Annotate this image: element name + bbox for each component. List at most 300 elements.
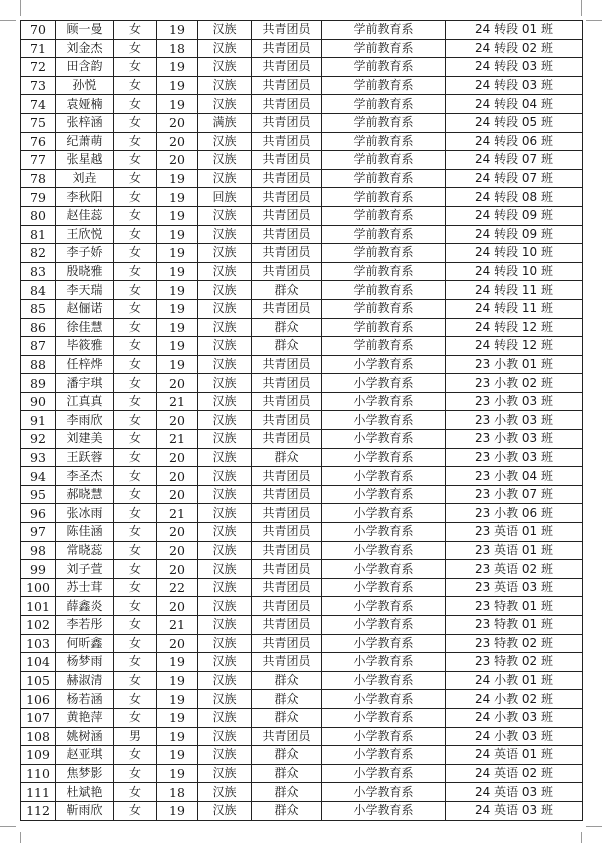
ethnicity-cell: 汉族 [198,597,252,616]
department-cell: 小学教育系 [322,411,446,430]
ethnicity-cell: 汉族 [198,58,252,77]
gender-cell: 女 [114,708,157,727]
class-name-cell: 24 转段 11 班 [446,299,583,318]
student-name-cell: 刘子萱 [56,560,114,579]
department-cell: 小学教育系 [322,746,446,765]
student-name-cell: 刘垚 [56,169,114,188]
class-name-cell: 24 转段 12 班 [446,337,583,356]
department-cell: 学前教育系 [322,318,446,337]
department-cell: 小学教育系 [322,690,446,709]
student-name-cell: 潘宇琪 [56,374,114,393]
department-cell: 小学教育系 [322,430,446,449]
table-row [21,634,583,653]
class-name-cell: 23 小教 03 班 [446,448,583,467]
gender-cell: 女 [114,430,157,449]
political-status-cell: 共青团员 [252,541,322,560]
political-status-cell: 共青团员 [252,485,322,504]
department-cell: 学前教育系 [322,281,446,300]
ethnicity-cell: 汉族 [198,634,252,653]
age-cell: 20 [157,132,198,151]
age-cell: 20 [157,374,198,393]
row-number-cell: 84 [21,281,56,300]
table-row [21,467,583,486]
political-status-cell: 群众 [252,801,322,820]
gender-cell: 女 [114,225,157,244]
row-number-cell: 96 [21,504,56,523]
department-cell: 学前教育系 [322,225,446,244]
political-status-cell: 共青团员 [252,374,322,393]
age-cell: 20 [157,634,198,653]
ethnicity-cell: 汉族 [198,727,252,746]
row-number-cell: 94 [21,467,56,486]
crop-mark-top-right-v [581,0,582,16]
gender-cell: 女 [114,206,157,225]
table-row [21,392,583,411]
row-number-cell: 78 [21,169,56,188]
political-status-cell: 群众 [252,746,322,765]
class-name-cell: 24 英语 03 班 [446,801,583,820]
class-name-cell: 24 转段 01 班 [446,21,583,40]
student-name-cell: 王欣悦 [56,225,114,244]
student-name-cell: 顾一曼 [56,21,114,40]
political-status-cell: 共青团员 [252,578,322,597]
table-row [21,188,583,207]
student-name-cell: 李雨欣 [56,411,114,430]
table-row [21,132,583,151]
political-status-cell: 共青团员 [252,21,322,40]
age-cell: 19 [157,671,198,690]
political-status-cell: 群众 [252,448,322,467]
student-name-cell: 张梓涵 [56,113,114,132]
student-name-cell: 江真真 [56,392,114,411]
class-name-cell: 24 转段 10 班 [446,244,583,263]
table-row [21,374,583,393]
ethnicity-cell: 汉族 [198,355,252,374]
row-number-cell: 98 [21,541,56,560]
gender-cell: 女 [114,541,157,560]
department-cell: 学前教育系 [322,244,446,263]
table-row [21,169,583,188]
table-row [21,58,583,77]
department-cell: 学前教育系 [322,206,446,225]
table-row [21,801,583,820]
department-cell: 小学教育系 [322,801,446,820]
age-cell: 19 [157,58,198,77]
student-name-cell: 刘建美 [56,430,114,449]
gender-cell: 女 [114,244,157,263]
age-cell: 21 [157,392,198,411]
ethnicity-cell: 汉族 [198,299,252,318]
table-row [21,355,583,374]
ethnicity-cell: 汉族 [198,485,252,504]
student-name-cell: 李子娇 [56,244,114,263]
political-status-cell: 共青团员 [252,39,322,58]
political-status-cell: 共青团员 [252,132,322,151]
gender-cell: 女 [114,337,157,356]
student-name-cell: 杜斌艳 [56,783,114,802]
roster-body [21,21,583,821]
political-status-cell: 共青团员 [252,727,322,746]
department-cell: 学前教育系 [322,58,446,77]
age-cell: 19 [157,76,198,95]
political-status-cell: 共青团员 [252,355,322,374]
row-number-cell: 109 [21,746,56,765]
class-name-cell: 24 小教 01 班 [446,671,583,690]
ethnicity-cell: 汉族 [198,411,252,430]
political-status-cell: 共青团员 [252,411,322,430]
table-row [21,151,583,170]
political-status-cell: 共青团员 [252,523,322,542]
class-name-cell: 24 转段 10 班 [446,262,583,281]
age-cell: 19 [157,337,198,356]
class-name-cell: 23 特教 02 班 [446,653,583,672]
gender-cell: 女 [114,783,157,802]
class-name-cell: 24 转段 07 班 [446,169,583,188]
row-number-cell: 83 [21,262,56,281]
table-row [21,597,583,616]
age-cell: 20 [157,560,198,579]
table-row [21,281,583,300]
row-number-cell: 88 [21,355,56,374]
age-cell: 20 [157,485,198,504]
age-cell: 19 [157,299,198,318]
political-status-cell: 共青团员 [252,299,322,318]
student-name-cell: 袁娅楠 [56,95,114,114]
student-name-cell: 陈佳涵 [56,523,114,542]
political-status-cell: 群众 [252,764,322,783]
class-name-cell: 24 英语 02 班 [446,764,583,783]
row-number-cell: 100 [21,578,56,597]
political-status-cell: 共青团员 [252,262,322,281]
table-row [21,783,583,802]
row-number-cell: 112 [21,801,56,820]
table-row [21,318,583,337]
political-status-cell: 共青团员 [252,430,322,449]
class-name-cell: 24 转段 09 班 [446,225,583,244]
student-name-cell: 任梓烨 [56,355,114,374]
gender-cell: 女 [114,374,157,393]
class-name-cell: 23 英语 01 班 [446,523,583,542]
age-cell: 20 [157,597,198,616]
ethnicity-cell: 回族 [198,188,252,207]
age-cell: 20 [157,151,198,170]
ethnicity-cell: 汉族 [198,374,252,393]
class-name-cell: 24 转段 05 班 [446,113,583,132]
political-status-cell: 共青团员 [252,206,322,225]
gender-cell: 女 [114,597,157,616]
table-row [21,727,583,746]
student-name-cell: 赵佳蕊 [56,206,114,225]
political-status-cell: 共青团员 [252,151,322,170]
ethnicity-cell: 汉族 [198,262,252,281]
ethnicity-cell: 汉族 [198,746,252,765]
department-cell: 小学教育系 [322,392,446,411]
ethnicity-cell: 汉族 [198,206,252,225]
ethnicity-cell: 汉族 [198,392,252,411]
class-name-cell: 23 小教 07 班 [446,485,583,504]
department-cell: 小学教育系 [322,560,446,579]
ethnicity-cell: 汉族 [198,95,252,114]
row-number-cell: 95 [21,485,56,504]
age-cell: 20 [157,448,198,467]
department-cell: 小学教育系 [322,355,446,374]
gender-cell: 女 [114,95,157,114]
class-name-cell: 24 转段 12 班 [446,318,583,337]
gender-cell: 女 [114,504,157,523]
class-name-cell: 23 特教 01 班 [446,597,583,616]
student-name-cell: 靳雨欣 [56,801,114,820]
row-number-cell: 104 [21,653,56,672]
age-cell: 19 [157,708,198,727]
ethnicity-cell: 汉族 [198,541,252,560]
row-number-cell: 91 [21,411,56,430]
class-name-cell: 23 小教 06 班 [446,504,583,523]
age-cell: 19 [157,262,198,281]
class-name-cell: 23 特教 01 班 [446,616,583,635]
row-number-cell: 103 [21,634,56,653]
gender-cell: 女 [114,411,157,430]
political-status-cell: 共青团员 [252,467,322,486]
department-cell: 学前教育系 [322,95,446,114]
row-number-cell: 108 [21,727,56,746]
ethnicity-cell: 汉族 [198,337,252,356]
political-status-cell: 共青团员 [252,58,322,77]
row-number-cell: 110 [21,764,56,783]
row-number-cell: 72 [21,58,56,77]
political-status-cell: 群众 [252,281,322,300]
class-name-cell: 24 英语 01 班 [446,746,583,765]
gender-cell: 女 [114,58,157,77]
class-name-cell: 24 转段 02 班 [446,39,583,58]
gender-cell: 女 [114,801,157,820]
gender-cell: 女 [114,653,157,672]
age-cell: 21 [157,504,198,523]
row-number-cell: 77 [21,151,56,170]
age-cell: 19 [157,21,198,40]
table-row [21,690,583,709]
row-number-cell: 79 [21,188,56,207]
age-cell: 19 [157,727,198,746]
class-name-cell: 23 英语 02 班 [446,560,583,579]
student-name-cell: 姚树涵 [56,727,114,746]
student-name-cell: 苏士茸 [56,578,114,597]
row-number-cell: 71 [21,39,56,58]
ethnicity-cell: 汉族 [198,504,252,523]
student-name-cell: 何昕鑫 [56,634,114,653]
department-cell: 小学教育系 [322,671,446,690]
student-name-cell: 王跃蓉 [56,448,114,467]
gender-cell: 女 [114,523,157,542]
age-cell: 18 [157,783,198,802]
age-cell: 19 [157,225,198,244]
age-cell: 18 [157,39,198,58]
ethnicity-cell: 汉族 [198,764,252,783]
class-name-cell: 24 小教 02 班 [446,690,583,709]
class-name-cell: 23 小教 03 班 [446,430,583,449]
department-cell: 小学教育系 [322,727,446,746]
student-name-cell: 薛鑫炎 [56,597,114,616]
table-row [21,225,583,244]
table-row [21,113,583,132]
gender-cell: 女 [114,690,157,709]
class-name-cell: 23 小教 03 班 [446,411,583,430]
political-status-cell: 群众 [252,783,322,802]
gender-cell: 女 [114,39,157,58]
row-number-cell: 92 [21,430,56,449]
ethnicity-cell: 汉族 [198,281,252,300]
age-cell: 19 [157,746,198,765]
row-number-cell: 70 [21,21,56,40]
age-cell: 19 [157,244,198,263]
row-number-cell: 97 [21,523,56,542]
table-row [21,448,583,467]
row-number-cell: 82 [21,244,56,263]
ethnicity-cell: 汉族 [198,448,252,467]
table-row [21,39,583,58]
age-cell: 19 [157,281,198,300]
gender-cell: 男 [114,727,157,746]
department-cell: 学前教育系 [322,299,446,318]
class-name-cell: 24 转段 03 班 [446,58,583,77]
department-cell: 小学教育系 [322,597,446,616]
political-status-cell: 共青团员 [252,244,322,263]
ethnicity-cell: 汉族 [198,169,252,188]
political-status-cell: 共青团员 [252,392,322,411]
student-name-cell: 徐佳慧 [56,318,114,337]
age-cell: 19 [157,355,198,374]
class-name-cell: 24 转段 06 班 [446,132,583,151]
student-name-cell: 赵俪诺 [56,299,114,318]
age-cell: 21 [157,430,198,449]
table-row [21,76,583,95]
row-number-cell: 107 [21,708,56,727]
table-row [21,21,583,40]
ethnicity-cell: 汉族 [198,318,252,337]
crop-mark-top-left-h [0,20,16,21]
class-name-cell: 23 小教 03 班 [446,392,583,411]
student-name-cell: 李圣杰 [56,467,114,486]
student-name-cell: 常晓蕊 [56,541,114,560]
political-status-cell: 群众 [252,337,322,356]
crop-mark-top-left-v [20,0,21,16]
department-cell: 小学教育系 [322,523,446,542]
age-cell: 20 [157,467,198,486]
department-cell: 小学教育系 [322,467,446,486]
department-cell: 学前教育系 [322,132,446,151]
table-row [21,206,583,225]
class-name-cell: 24 英语 03 班 [446,783,583,802]
gender-cell: 女 [114,188,157,207]
student-name-cell: 郝晓慧 [56,485,114,504]
political-status-cell: 共青团员 [252,597,322,616]
class-name-cell: 24 转段 07 班 [446,151,583,170]
political-status-cell: 共青团员 [252,95,322,114]
table-row [21,541,583,560]
gender-cell: 女 [114,132,157,151]
gender-cell: 女 [114,21,157,40]
table-row [21,504,583,523]
political-status-cell: 群众 [252,318,322,337]
department-cell: 小学教育系 [322,764,446,783]
department-cell: 小学教育系 [322,374,446,393]
department-cell: 学前教育系 [322,21,446,40]
table-row [21,430,583,449]
ethnicity-cell: 汉族 [198,132,252,151]
table-row [21,299,583,318]
crop-mark-bottom-right-h [586,826,602,827]
gender-cell: 女 [114,113,157,132]
gender-cell: 女 [114,318,157,337]
table-row [21,95,583,114]
student-name-cell: 田含韵 [56,58,114,77]
crop-mark-bottom-left-v [20,832,21,843]
student-name-cell: 李天瑞 [56,281,114,300]
student-name-cell: 张星越 [56,151,114,170]
ethnicity-cell: 汉族 [198,616,252,635]
class-name-cell: 24 转段 04 班 [446,95,583,114]
crop-mark-bottom-right-v [581,832,582,843]
department-cell: 学前教育系 [322,39,446,58]
class-name-cell: 23 小教 02 班 [446,374,583,393]
department-cell: 学前教育系 [322,113,446,132]
student-name-cell: 赵亚琪 [56,746,114,765]
gender-cell: 女 [114,281,157,300]
class-name-cell: 23 小教 01 班 [446,355,583,374]
ethnicity-cell: 汉族 [198,21,252,40]
row-number-cell: 89 [21,374,56,393]
table-row [21,653,583,672]
ethnicity-cell: 汉族 [198,690,252,709]
political-status-cell: 共青团员 [252,225,322,244]
row-number-cell: 85 [21,299,56,318]
age-cell: 20 [157,113,198,132]
age-cell: 19 [157,801,198,820]
department-cell: 小学教育系 [322,708,446,727]
crop-mark-top-right-h [586,20,602,21]
gender-cell: 女 [114,392,157,411]
ethnicity-cell: 汉族 [198,653,252,672]
department-cell: 学前教育系 [322,169,446,188]
department-cell: 小学教育系 [322,448,446,467]
row-number-cell: 105 [21,671,56,690]
age-cell: 22 [157,578,198,597]
ethnicity-cell: 汉族 [198,578,252,597]
student-name-cell: 殷晓雅 [56,262,114,281]
student-name-cell: 杨梦雨 [56,653,114,672]
gender-cell: 女 [114,467,157,486]
department-cell: 小学教育系 [322,504,446,523]
gender-cell: 女 [114,76,157,95]
age-cell: 20 [157,523,198,542]
political-status-cell: 共青团员 [252,113,322,132]
ethnicity-cell: 汉族 [198,783,252,802]
row-number-cell: 76 [21,132,56,151]
gender-cell: 女 [114,169,157,188]
student-name-cell: 黄艳萍 [56,708,114,727]
row-number-cell: 99 [21,560,56,579]
class-name-cell: 23 特教 02 班 [446,634,583,653]
political-status-cell: 群众 [252,690,322,709]
row-number-cell: 87 [21,337,56,356]
table-row [21,262,583,281]
row-number-cell: 80 [21,206,56,225]
table-row [21,337,583,356]
ethnicity-cell: 满族 [198,113,252,132]
department-cell: 学前教育系 [322,262,446,281]
table-row [21,578,583,597]
political-status-cell: 共青团员 [252,634,322,653]
row-number-cell: 106 [21,690,56,709]
